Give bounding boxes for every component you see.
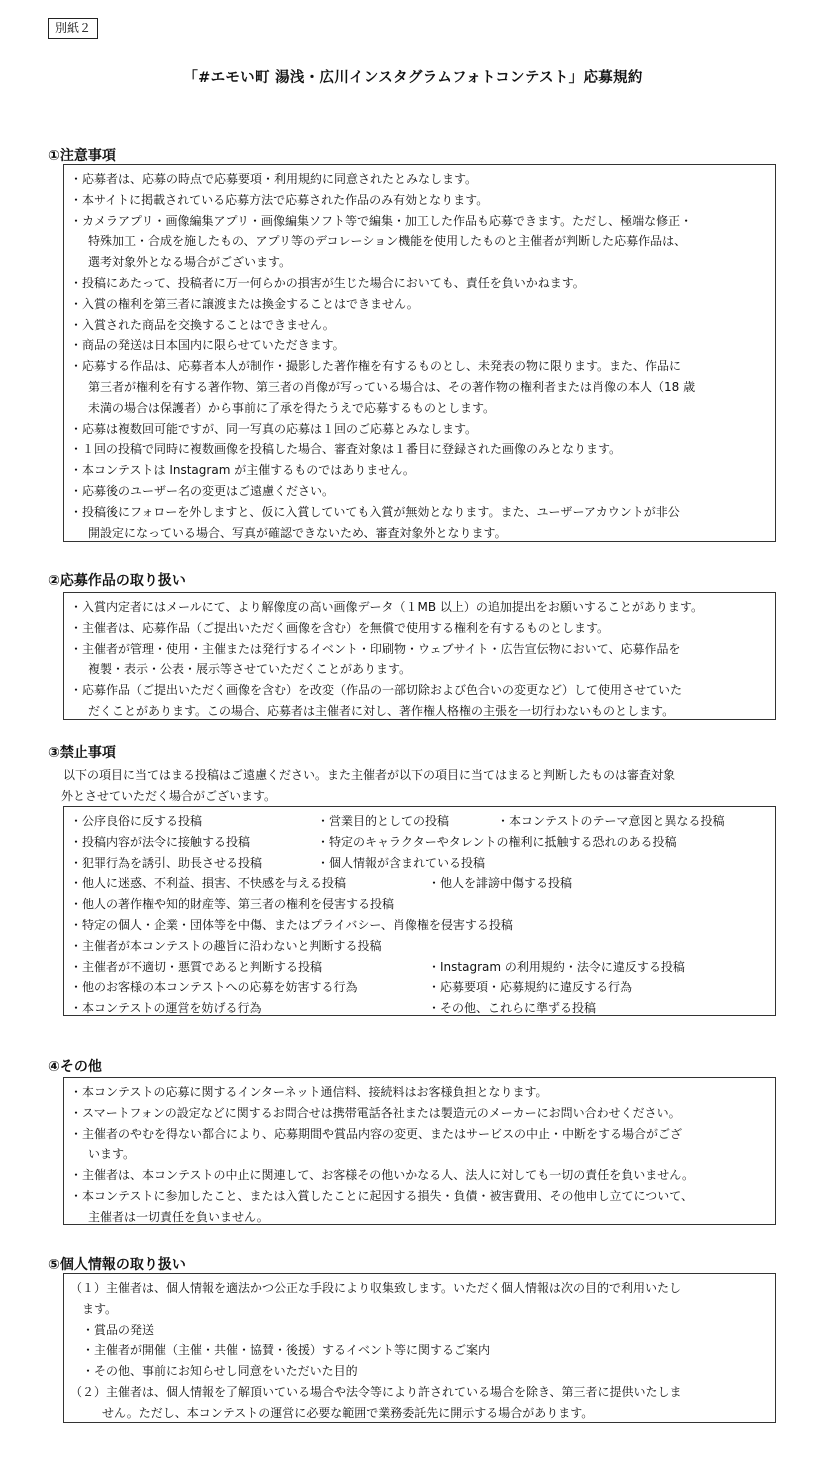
prohibited-item: ・特定のキャラクターやタレントの権利に抵触する恐れのある投稿: [317, 834, 677, 849]
notes-line: 選考対象外となる場合がございます。: [88, 255, 292, 270]
notes-line: 開設定になっている場合、写真が確認できないため、審査対象外となります。: [88, 525, 507, 540]
notes-line: ・商品の発送は日本国内に限らせていただきます。: [70, 338, 345, 353]
other-line: ・本コンテストに参加したこと、または入賞したことに起因する損失・負債・被害費用、その他申し立てについて、: [70, 1188, 694, 1203]
notes-line: ・応募する作品は、応募者本人が制作・撮影した著作権を有するものとし、未発表の物に限ります。また、作品に: [70, 359, 682, 374]
entries-line: ・入賞内定者にはメールにて、より解像度の高い画像データ（１MB 以上）の追加提出をお願いすることがあります。: [70, 600, 703, 614]
prohibited-item: ・本コンテストのテーマ意図と異なる投稿: [497, 814, 725, 828]
prohibited-item: ・犯罪行為を誘引、助長させる投稿: [70, 855, 263, 870]
privacy-line: （２）主催者は、個人情報を了解頂いている場合や法令等により許されている場合を除き、第三者に提供いたしま: [70, 1384, 682, 1399]
prohibited-item: ・営業目的としての投稿: [317, 814, 450, 828]
prohibited-item: ・公序良俗に反する投稿: [70, 814, 203, 828]
notes-line: ・カメラアプリ・画像編集アプリ・画像編集ソフト等で編集・加工した作品も応募できます。ただし、極端な修正・: [70, 213, 693, 228]
prohibited-item: ・その他、これらに準ずる投稿: [428, 1001, 597, 1016]
prohibited-box: [63, 806, 776, 1016]
prohibited-row: [70, 853, 769, 874]
prohibited-item: ・本コンテストの運営を妨げる行為: [70, 1001, 262, 1016]
prohibited-row: [70, 936, 769, 957]
prohibited-item: ・他人に迷惑、不利益、損害、不快感を与える投稿: [70, 876, 347, 891]
prohibited-item: ・投稿内容が法令に接触する投稿: [70, 834, 251, 849]
prohibited-row: [70, 998, 769, 1019]
prohibited-row: [70, 873, 769, 894]
notes-line: ・入賞された商品を交換することはできません。: [70, 317, 335, 332]
entries-line: ・応募作品（ご提出いただく画像を含む）を改変（作品の一部切除および色合いの変更など）して使用させていた: [70, 683, 683, 698]
prohibited-intro-line: 以下の項目に当てはまる投稿はご遠慮ください。また主催者が以下の項目に当てはまると判断したものは審査対象: [63, 768, 676, 782]
section-heading-other: ④その他: [48, 1059, 102, 1075]
prohibited-item: ・他人の著作権や知的財産等、第三者の権利を侵害する投稿: [70, 897, 395, 912]
section-heading-privacy: ⑤個人情報の取り扱い: [48, 1257, 186, 1273]
privacy-box: [63, 1273, 776, 1423]
other-line: 主催者は一切責任を負いません。: [88, 1209, 269, 1224]
prohibited-item: ・Instagram の利用規約・法令に違反する投稿: [428, 959, 685, 974]
notes-line: ・応募者は、応募の時点で応募要項・利用規約に同意されたとみなします。: [70, 172, 478, 186]
other-line: ・本コンテストの応募に関するインターネット通信料、接続料はお客様負担となります。: [70, 1085, 548, 1099]
entries-line: だくことがあります。この場合、応募者は主催者に対し、著作権人格権の主張を一切行わないものとします。: [88, 703, 675, 718]
section-heading-entries: ②応募作品の取り扱い: [48, 573, 186, 589]
other-line: います。: [88, 1147, 136, 1162]
prohibited-item: ・特定の個人・企業・団体等を中傷、またはプライバシー、肖像権を侵害する投稿: [70, 917, 513, 932]
prohibited-item: ・主催者が不適切・悪質であると判断する投稿: [70, 959, 323, 974]
notes-line: ・本サイトに掲載されている応募方法で応募された作品のみ有効となります。: [70, 192, 489, 207]
prohibited-row: [70, 894, 769, 915]
entries-box: [63, 592, 776, 720]
other-line: ・スマートフォンの設定などに関するお問合せは携帯電話各社または製造元のメーカーにお問い合わせください。: [70, 1105, 681, 1120]
attachment-label: 別紙２: [48, 18, 98, 39]
prohibited-item: ・他人を誹謗中傷する投稿: [428, 876, 573, 891]
notes-line: ・応募は複数回可能ですが、同一写真の応募は１回のご応募とみなします。: [70, 421, 478, 436]
privacy-line: ・賞品の発送: [82, 1322, 155, 1337]
notes-line: 未満の場合は保護者）から事前に了承を得たうえで応募するものとします。: [88, 400, 496, 415]
privacy-line: ・主催者が開催（主催・共催・協賛・後援）するイベント等に関するご案内: [82, 1343, 491, 1358]
notes-line: 第三者が権利を有する著作物、第三者の肖像が写っている場合は、その著作物の権利者または肖像の本人（18 歳: [88, 379, 696, 394]
prohibited-item: ・主催者が本コンテストの趣旨に沿わないと判断する投稿: [70, 938, 382, 953]
notes-line: 特殊加工・合成を施したもの、アプリ等のデコレーション機能を使用したものと主催者が判断した応募作品は、: [88, 234, 687, 249]
notes-line: ・入賞の権利を第三者に譲渡または換金することはできません。: [70, 296, 419, 311]
prohibited-item: ・個人情報が含まれている投稿: [317, 855, 486, 870]
entries-line: ・主催者が管理・使用・主催または発行するイベント・印刷物・ウェブサイト・広告宣伝物において、応募作品を: [70, 641, 681, 656]
notes-line: ・投稿にあたって、投稿者に万一何らかの損害が生じた場合においても、責任を負いかねます。: [70, 275, 585, 290]
entries-line: 複製・表示・公表・展示等させていただくことがあります。: [88, 662, 412, 677]
section-heading-prohibited: ③禁止事項: [48, 745, 116, 761]
notes-box: [63, 164, 776, 542]
other-line: ・主催者は、本コンテストの中止に関連して、お客様その他いかなる人、法人に対しても一切の責任を負いません。: [70, 1168, 695, 1183]
prohibited-row: [70, 977, 769, 998]
notes-line: ・本コンテストは Instagram が主催するものではありません。: [70, 463, 415, 478]
privacy-line: （１）主催者は、個人情報を適法かつ公正な手段により収集致します。いただく個人情報は次の目的で利用いたし: [70, 1281, 682, 1295]
notes-line: ・投稿後にフォローを外しますと、仮に入賞していても入賞が無効となります。また、ユーザーアカウントが非公: [70, 504, 680, 519]
other-line: ・主催者のやむを得ない都合により、応募期間や賞品内容の変更、またはサービスの中止・中断をする場合がござ: [70, 1126, 683, 1141]
other-box: [63, 1077, 776, 1225]
prohibited-row: [70, 915, 769, 936]
prohibited-item: ・応募要項・応募規約に違反する行為: [428, 980, 633, 995]
privacy-line: ・その他、事前にお知らせし同意をいただいた目的: [82, 1364, 358, 1379]
notes-line: ・１回の投稿で同時に複数画像を投稿した場合、審査対象は１番目に登録された画像のみとなります。: [70, 442, 622, 457]
privacy-line: せん。ただし、本コンテストの運営に必要な範囲で業務委託先に開示する場合があります。: [102, 1405, 594, 1420]
prohibited-row: [70, 832, 769, 853]
prohibited-item: ・他のお客様の本コンテストへの応募を妨害する行為: [70, 980, 358, 995]
entries-line: ・主催者は、応募作品（ご提出いただく画像を含む）を無償で使用する権利を有するものとします。: [70, 620, 610, 635]
prohibited-intro-line: 外とさせていただく場合がございます。: [61, 788, 277, 803]
prohibited-intro: [63, 765, 778, 807]
privacy-line: ます。: [82, 1301, 118, 1316]
prohibited-row: [70, 811, 769, 832]
notes-line: ・応募後のユーザー名の変更はご遠慮ください。: [70, 483, 335, 498]
prohibited-row: [70, 957, 769, 978]
section-heading-notes: ①注意事項: [48, 148, 116, 164]
document-title: 「#エモい町 湯浅・広川インスタグラムフォトコンテスト」応募規約: [183, 70, 643, 86]
